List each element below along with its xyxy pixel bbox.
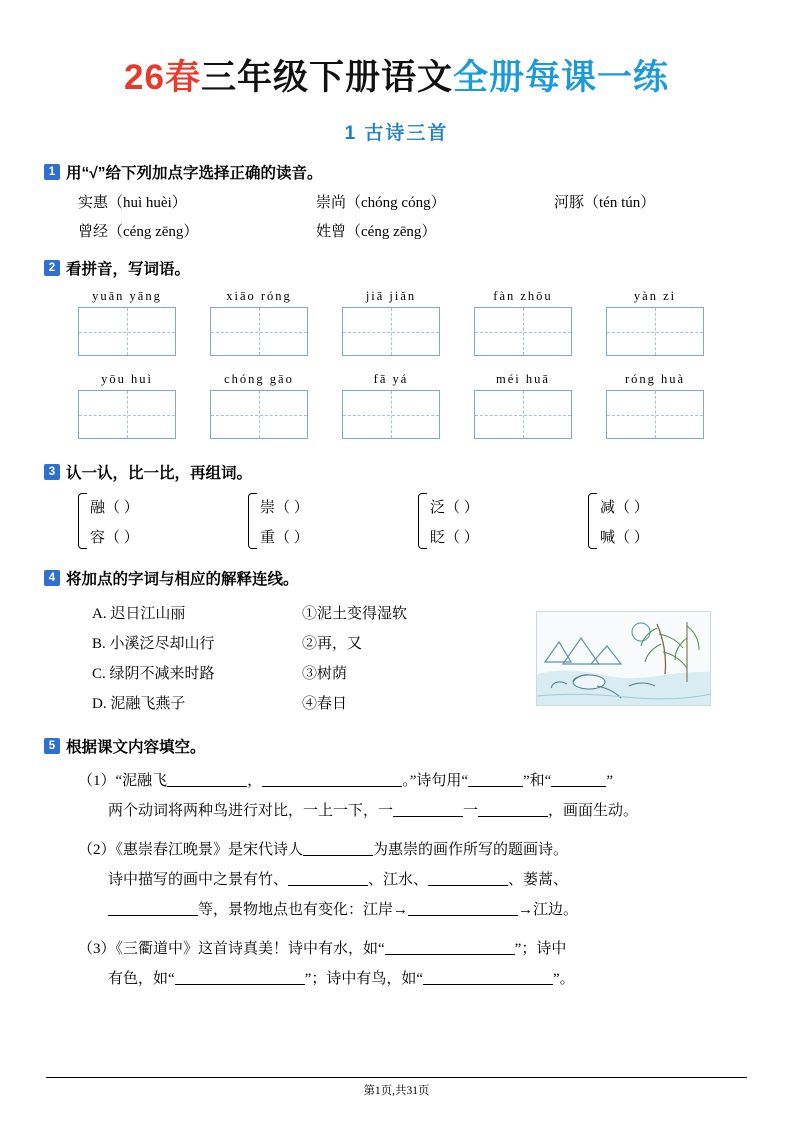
question-1-number: 1 bbox=[44, 164, 60, 180]
question-4-body bbox=[44, 597, 749, 717]
pinyin-cell bbox=[342, 289, 440, 356]
pinyin-row-1 bbox=[78, 289, 749, 356]
page-title bbox=[44, 50, 749, 100]
brace-icon bbox=[588, 493, 597, 549]
pinyin-label: jiā jiǎn bbox=[365, 289, 417, 303]
blank-field[interactable] bbox=[551, 786, 606, 787]
char-compare-line[interactable]: 泛（ ） bbox=[430, 499, 479, 516]
q5-2-text-f: 等，景物地点也有变化：江岸→ bbox=[198, 902, 409, 918]
q5-2-text-e: 、蒌蒿、 bbox=[508, 872, 569, 888]
tianzige-box[interactable] bbox=[210, 307, 308, 356]
q5-1-text-h: ，画面生动。 bbox=[548, 803, 639, 819]
tianzige-box[interactable] bbox=[474, 307, 572, 356]
question-1-row-2 bbox=[78, 220, 749, 241]
pinyin-label: yàn zi bbox=[633, 289, 677, 303]
q5-1-text-b: ， bbox=[247, 773, 263, 789]
title-part-black: 三年级下册语文 bbox=[200, 58, 453, 97]
q5-1-text-e: ” bbox=[606, 773, 614, 789]
q5-2-text-a: （2）《惠崇春江晚景》是宋代诗人 bbox=[78, 842, 304, 858]
question-3-number: 3 bbox=[44, 464, 60, 480]
question-4-text: 将加点的字词与相应的解释连线。 bbox=[66, 571, 299, 588]
q1-item-4[interactable]: 曾经（céng zēng） bbox=[78, 224, 199, 240]
pinyin-label: fā yá bbox=[373, 372, 409, 386]
question-4-heading bbox=[44, 567, 749, 589]
pinyin-cell bbox=[78, 372, 176, 439]
pinyin-label: méi huā bbox=[496, 372, 550, 386]
char-compare-line[interactable]: 喊（ ） bbox=[600, 529, 649, 546]
q1-item-3[interactable]: 河豚（tén tún） bbox=[554, 195, 656, 211]
pinyin-label: xiāo róng bbox=[226, 289, 292, 303]
tianzige-box[interactable] bbox=[78, 390, 176, 439]
q5-3-text-b: ”；诗中 bbox=[514, 941, 567, 957]
tianzige-box[interactable] bbox=[474, 390, 572, 439]
question-1-row-1 bbox=[78, 191, 749, 212]
blank-field[interactable] bbox=[262, 786, 402, 787]
q5-1-text-d: ”和“ bbox=[523, 773, 552, 789]
q5-3-text-a: （3）《三衢道中》这首诗真美！诗中有水，如“ bbox=[78, 941, 385, 957]
question-3-heading bbox=[44, 461, 749, 483]
q5-2-text-c: 诗中描写的画中之景有竹、 bbox=[108, 872, 289, 888]
question-3-groups bbox=[78, 493, 749, 549]
tianzige-box[interactable] bbox=[210, 390, 308, 439]
q1-item-2[interactable]: 崇尚（chóng cóng） bbox=[316, 195, 446, 211]
match-right-item[interactable]: ③树荫 bbox=[302, 665, 348, 682]
blank-field[interactable] bbox=[175, 984, 305, 985]
question-5-text: 根据课文内容填空。 bbox=[66, 739, 206, 756]
tianzige-box[interactable] bbox=[342, 390, 440, 439]
pinyin-cell bbox=[210, 289, 308, 356]
match-right-item[interactable]: ②再，又 bbox=[302, 635, 363, 652]
char-compare-group bbox=[588, 493, 740, 549]
brace-icon bbox=[418, 493, 427, 549]
title-part-blue: 全册每课一练 bbox=[452, 58, 669, 97]
question-2-heading bbox=[44, 257, 749, 279]
q1-item-1[interactable]: 实惠（huì huèi） bbox=[78, 195, 187, 211]
q5-1-text-a: （1）“泥融飞 bbox=[78, 773, 168, 789]
char-compare-line[interactable]: 减（ ） bbox=[600, 499, 649, 516]
char-compare-line[interactable]: 重（ ） bbox=[260, 529, 309, 546]
blank-field[interactable] bbox=[423, 984, 553, 985]
page-footer: 第1页,共31页 bbox=[363, 1085, 430, 1097]
tianzige-box[interactable] bbox=[78, 307, 176, 356]
char-compare-line[interactable]: 融（ ） bbox=[90, 499, 139, 516]
pinyin-cell bbox=[78, 289, 176, 356]
match-left-item[interactable]: B. 小溪泛尽却山行 bbox=[92, 635, 215, 652]
brace-icon bbox=[248, 493, 257, 549]
question-2-number: 2 bbox=[44, 260, 60, 276]
char-compare-group bbox=[418, 493, 570, 549]
pinyin-cell bbox=[342, 372, 440, 439]
q5-item-2 bbox=[78, 835, 749, 925]
tianzige-box[interactable] bbox=[606, 307, 704, 356]
q5-1-text-g: 一 bbox=[463, 803, 479, 819]
blank-field[interactable] bbox=[385, 954, 515, 955]
pinyin-label: yōu huì bbox=[101, 372, 153, 386]
question-5-number: 5 bbox=[44, 738, 60, 754]
question-3-text: 认一认，比一比，再组词。 bbox=[66, 465, 253, 482]
q5-3-text-e: ”。 bbox=[553, 971, 575, 987]
pinyin-cell bbox=[474, 372, 572, 439]
question-4-number: 4 bbox=[44, 570, 60, 586]
question-2-text: 看拼音，写词语。 bbox=[66, 261, 191, 278]
tianzige-box[interactable] bbox=[606, 390, 704, 439]
pinyin-cell bbox=[474, 289, 572, 356]
tianzige-box[interactable] bbox=[342, 307, 440, 356]
match-left-item[interactable]: D. 泥融飞燕子 bbox=[92, 695, 186, 712]
pinyin-label: róng huà bbox=[624, 372, 686, 386]
pinyin-label: fàn zhōu bbox=[493, 289, 553, 303]
pinyin-cell bbox=[210, 372, 308, 439]
char-compare-group bbox=[78, 493, 230, 549]
question-1-heading bbox=[44, 161, 749, 183]
blank-field[interactable] bbox=[468, 786, 523, 787]
blank-field[interactable] bbox=[408, 915, 518, 916]
footer-divider bbox=[46, 1077, 747, 1078]
q1-item-5[interactable]: 姓曾（céng zēng） bbox=[316, 224, 437, 240]
blank-field[interactable] bbox=[393, 816, 463, 817]
pinyin-cell bbox=[606, 289, 704, 356]
blank-field[interactable] bbox=[303, 855, 373, 856]
q5-2-text-g: →江边。 bbox=[518, 902, 579, 918]
q5-1-text-f: 两个动词将两种鸟进行对比，一上一下，一 bbox=[108, 803, 394, 819]
q5-3-text-c: 有色，如“ bbox=[108, 971, 175, 987]
question-1-text: 用“√”给下列加点字选择正确的读音。 bbox=[66, 165, 323, 182]
blank-field[interactable] bbox=[288, 885, 368, 886]
pinyin-label: yuān yāng bbox=[92, 289, 162, 303]
char-compare-line[interactable]: 容（ ） bbox=[90, 529, 139, 546]
pinyin-label: chóng gāo bbox=[224, 372, 294, 386]
q5-2-text-d: 、江水、 bbox=[368, 872, 429, 888]
match-left-item[interactable]: C. 绿阴不减来时路 bbox=[92, 665, 215, 682]
q5-3-text-d: ”；诗中有鸟，如“ bbox=[304, 971, 423, 987]
char-compare-line[interactable]: 眨（ ） bbox=[430, 529, 479, 546]
lesson-subtitle: 1 古诗三首 bbox=[344, 123, 449, 144]
match-right-item[interactable]: ④春日 bbox=[302, 695, 348, 712]
match-left-item[interactable]: A. 迟日江山丽 bbox=[92, 605, 186, 622]
illustration-image bbox=[536, 611, 711, 706]
blank-field[interactable] bbox=[108, 915, 198, 916]
brace-icon bbox=[78, 493, 87, 549]
match-right-item[interactable]: ①泥土变得湿软 bbox=[302, 605, 408, 622]
title-part-red: 26春 bbox=[124, 58, 201, 97]
char-compare-line[interactable]: 崇（ ） bbox=[260, 499, 309, 516]
q5-2-text-b: 为惠崇的画作所写的题画诗。 bbox=[373, 842, 569, 858]
blank-field[interactable] bbox=[428, 885, 508, 886]
q5-item-1 bbox=[78, 766, 749, 826]
pinyin-row-2 bbox=[78, 372, 749, 439]
question-5-heading bbox=[44, 735, 749, 757]
char-compare-group bbox=[248, 493, 400, 549]
blank-field[interactable] bbox=[167, 786, 247, 787]
blank-field[interactable] bbox=[478, 816, 548, 817]
q5-1-text-c: 。”诗句用“ bbox=[402, 773, 469, 789]
q5-item-3 bbox=[78, 934, 749, 994]
pinyin-cell bbox=[606, 372, 704, 439]
